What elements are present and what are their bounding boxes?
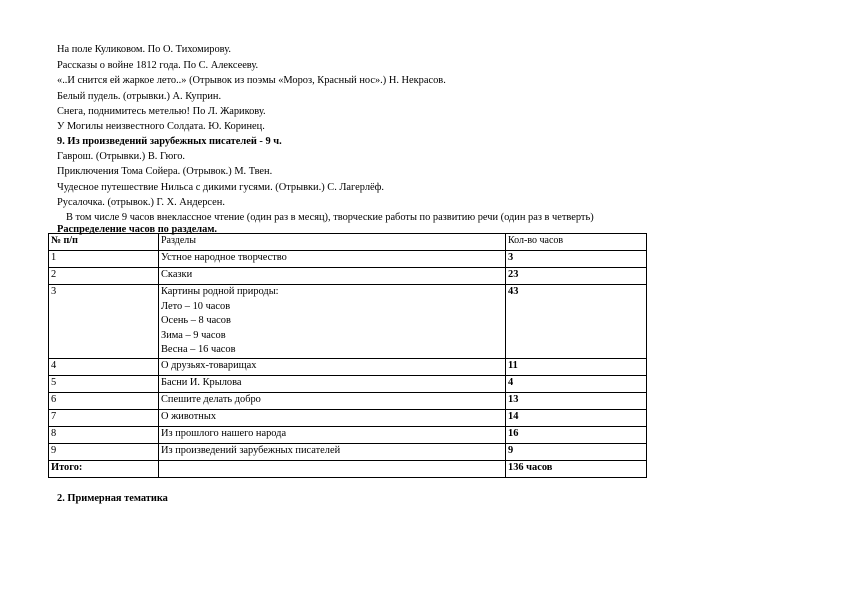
next-section-heading: 2. Примерная тематика xyxy=(57,493,168,504)
text-line: У Могилы неизвестного Солдата. Ю. Коринец. xyxy=(57,121,265,132)
column-header: Кол-во часов xyxy=(506,234,647,251)
text-line: Приключения Тома Сойера. (Отрывок.) М. Твен. xyxy=(57,166,273,177)
row-number: 3 xyxy=(49,285,159,359)
row-hours: 23 xyxy=(506,268,647,285)
table-total-row xyxy=(49,460,647,477)
table-row xyxy=(49,251,647,268)
text-line: Чудесное путешествие Нильса с дикими гусями. (Отрывки.) С. Лагерлёф. xyxy=(57,182,384,193)
row-hours: 16 xyxy=(506,426,647,443)
table-row xyxy=(49,375,647,392)
text-line: Белый пудель. (отрывки.) А. Куприн. xyxy=(57,91,222,102)
row-number: 6 xyxy=(49,392,159,409)
table-row xyxy=(49,426,647,443)
row-section: Из прошлого нашего народа xyxy=(159,426,506,443)
hours-distribution-table xyxy=(48,233,647,478)
season-hours: Осень – 8 часов xyxy=(161,315,231,326)
row-hours: 13 xyxy=(506,392,647,409)
row-number: 2 xyxy=(49,268,159,285)
table-header-row xyxy=(49,234,647,251)
row-number: 8 xyxy=(49,426,159,443)
row-number: 9 xyxy=(49,443,159,460)
table-row xyxy=(49,392,647,409)
total-hours: 136 часов xyxy=(506,460,647,477)
season-hours: Зима – 9 часов xyxy=(161,329,226,341)
text-line: Снега, поднимитесь метелью! По Л. Жарикову. xyxy=(57,106,266,117)
row-number: 1 xyxy=(49,251,159,268)
row-hours: 9 xyxy=(506,443,647,460)
row-section: Басни И. Крылова xyxy=(159,375,506,392)
season-hours: Лето – 10 часов xyxy=(161,300,231,312)
row-number: 5 xyxy=(49,375,159,392)
table-row xyxy=(49,268,647,285)
row-section: О животных xyxy=(159,409,506,426)
total-empty-cell xyxy=(159,460,506,477)
note-text: В том числе 9 часов внеклассное чтение (один раз в месяц), творческие работы по развитию речи (один раз в четверть) xyxy=(66,212,594,223)
table-row xyxy=(49,409,647,426)
column-header: № п/п xyxy=(49,234,159,251)
row-hours: 43 xyxy=(506,285,647,359)
text-line: Гаврош. (Отрывки.) В. Гюго. xyxy=(57,151,186,162)
season-hours: Весна – 16 часов xyxy=(161,344,236,355)
text-line: «..И снится ей жаркое лето..» (Отрывок из поэмы «Мороз, Красный нос».) Н. Некрасов. xyxy=(57,75,446,86)
row-section: Устное народное творчество xyxy=(159,251,506,268)
table-row xyxy=(49,443,647,460)
text-line: На поле Куликовом. По О. Тихомирову. xyxy=(57,44,231,55)
row-section: Картины родной природы: xyxy=(161,286,279,297)
table-row xyxy=(49,358,647,375)
row-hours: 11 xyxy=(506,358,647,375)
row-hours: 4 xyxy=(506,375,647,392)
row-section: Сказки xyxy=(159,268,506,285)
row-hours: 3 xyxy=(506,251,647,268)
row-number: 7 xyxy=(49,409,159,426)
row-section: О друзьях-товарищах xyxy=(159,358,506,375)
table-title: Распределение часов по разделам. xyxy=(57,224,218,235)
row-number: 4 xyxy=(49,358,159,375)
row-section: Из произведений зарубежных писателей xyxy=(159,443,506,460)
row-hours: 14 xyxy=(506,409,647,426)
total-label: Итого: xyxy=(49,460,159,477)
column-header: Разделы xyxy=(159,234,506,251)
row-section-multi xyxy=(159,285,506,359)
text-line: Русалочка. (отрывок.) Г. Х. Андерсен. xyxy=(57,197,225,208)
row-section: Спешите делать добро xyxy=(159,392,506,409)
section-heading: 9. Из произведений зарубежных писателей - 9 ч. xyxy=(57,136,282,147)
text-line: Рассказы о войне 1812 года. По С. Алексееву. xyxy=(57,60,259,71)
table-row xyxy=(49,285,647,359)
